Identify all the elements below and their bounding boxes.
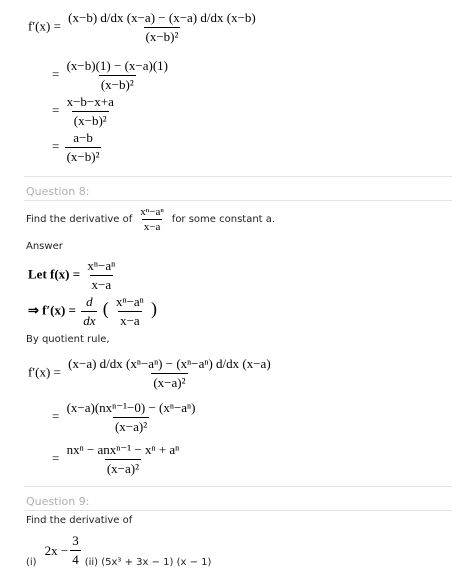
q9-part-i-text: 2x −	[44, 542, 69, 558]
q7-step2: = $\frac{(x-b)(1) - (x-a)(1)}{\text{(x−b)²}}$	[52, 58, 168, 92]
question-9-heading: Question 9:	[26, 495, 90, 508]
q8-answer-label: Answer	[26, 241, 63, 252]
q8-prompt-denominator: x−a	[143, 221, 161, 233]
q8-prompt-numerator: xⁿ−aⁿ	[140, 206, 164, 218]
q8-quotient-label: By quotient rule,	[26, 334, 110, 345]
question-8-heading: Question 8:	[26, 185, 90, 198]
q9-part-i-fraction	[70, 533, 81, 568]
q8-step2-fraction	[65, 400, 198, 435]
q9-prompt: Find the derivative of	[26, 515, 133, 526]
q8-step2: = $\frac{\text{(x−a)(nxⁿ⁻¹−0) − (xⁿ−aⁿ)}}{\text{(x−a)²}}$	[52, 400, 196, 434]
q8-let-numerator: xⁿ−aⁿ	[87, 258, 116, 273]
q7-step2-denominator: (x−b)²	[100, 77, 134, 92]
q9-part-ii: (ii) (5x³ + 3x − 1) (x − 1)	[84, 557, 212, 568]
q8-step3-denominator: (x−a)²	[106, 461, 140, 476]
q9-part-i-expr	[45, 533, 83, 568]
q7-step1-lhs: f′(x) =	[28, 18, 61, 34]
q7-step3: = $\frac{x-b-x+a}{\text{(x−b)²}}$	[52, 94, 114, 128]
q8-arrow-fraction	[114, 294, 146, 329]
q8-arrow-lhs: ⇒ f′(x) =	[28, 302, 76, 318]
q7-step1	[28, 10, 260, 45]
q7-step3-fraction	[65, 94, 116, 129]
q8-prompt	[26, 206, 275, 233]
q8-let-fraction	[85, 258, 117, 293]
q8-step2-denominator: (x−a)²	[114, 419, 148, 434]
q9-parts	[26, 533, 211, 568]
q9-part-i-numerator: 3	[72, 533, 79, 548]
q8-step1-lhs: f′(x) =	[28, 364, 61, 380]
q8-let-denominator: x−a	[91, 277, 112, 292]
q8-let-line	[28, 258, 119, 293]
q8-prompt-fraction	[138, 206, 166, 233]
q9-part-i-label: (i)	[26, 557, 37, 568]
q7-step1-denominator: (x−b)²	[145, 29, 179, 44]
q8-prompt-pre: Find the derivative of	[26, 214, 133, 225]
separator-q8-below	[24, 200, 452, 201]
q8-step1	[28, 356, 275, 391]
q8-step1-denominator: (x−a)²	[153, 375, 186, 390]
q8-step3-fraction	[65, 442, 182, 477]
q7-step4-numerator: a−b	[73, 130, 93, 145]
q8-arrow-numerator: xⁿ−aⁿ	[115, 294, 144, 309]
q7-step2-fraction	[65, 58, 170, 93]
q7-step3-denominator: (x−b)²	[73, 113, 107, 128]
q7-step2-numerator: (x−b)(1) − (x−a)(1)	[66, 58, 168, 73]
q8-step1-fraction	[66, 356, 272, 391]
separator-q9-below	[24, 510, 452, 511]
q8-step3: = $\frac{\text{nxⁿ − anxⁿ⁻¹ − xⁿ + aⁿ}}{\text{(x−a)²}}$	[52, 442, 180, 476]
q7-step1-fraction	[66, 10, 258, 45]
q8-step3-numerator: nxⁿ − anxⁿ⁻¹ − xⁿ + aⁿ	[66, 442, 180, 457]
q8-ddx-operator: $\frac{d}{dx}$	[83, 294, 96, 328]
q7-step4: = $\frac{a-b}{\text{(x−b)²}}$	[52, 130, 100, 164]
q8-arrow-denominator: x−a	[120, 313, 140, 328]
q8-let-text: Let f(x) =	[28, 266, 81, 282]
separator-q8	[24, 176, 452, 177]
q7-step3-numerator: x−b−x+a	[66, 94, 114, 109]
separator-q9	[24, 486, 452, 487]
q7-step1-numerator: (x−b) d/dx (x−a) − (x−a) d/dx (x−b)	[68, 10, 256, 25]
q8-derivative-line: ⇒ f′(x) = $\frac{d}{dx}$ ( $\frac{\text{xⁿ−aⁿ}}{x-a}$ )	[28, 294, 158, 328]
q7-step4-denominator: (x−b)²	[66, 149, 100, 164]
q8-step2-numerator: (x−a)(nxⁿ⁻¹−0) − (xⁿ−aⁿ)	[66, 400, 196, 415]
q7-step4-fraction	[65, 130, 102, 165]
q8-step1-numerator: (x−a) d/dx (xⁿ−aⁿ) − (xⁿ−aⁿ) d/dx (x−a)	[68, 356, 271, 371]
q8-prompt-post: for some constant a.	[171, 214, 276, 225]
q9-part-i-denominator: 4	[72, 552, 79, 567]
